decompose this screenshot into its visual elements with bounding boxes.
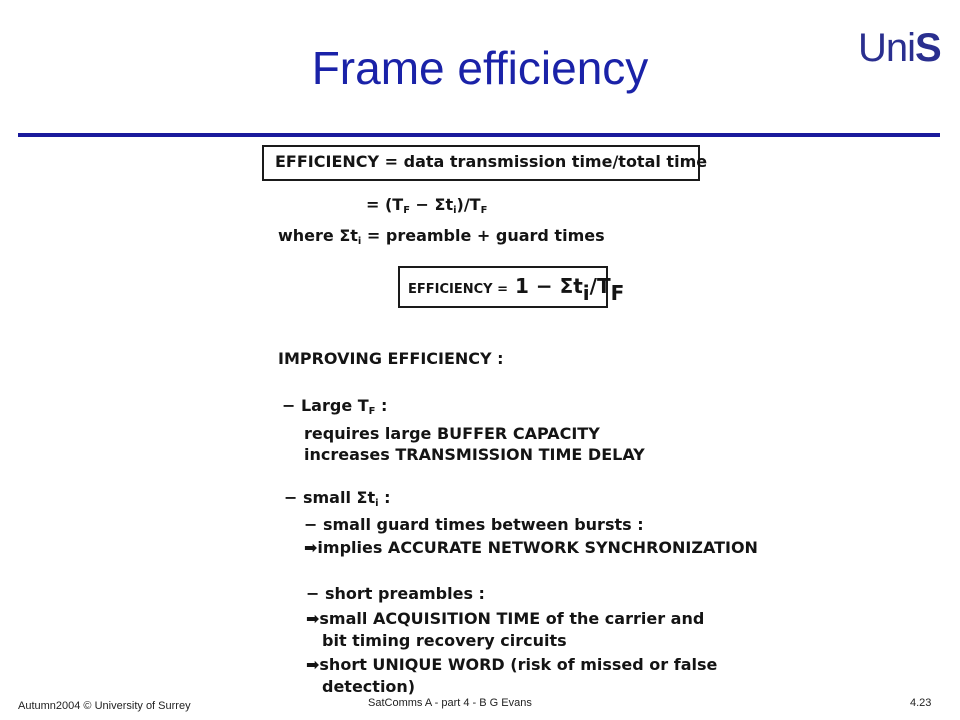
delay-line: increases TRANSMISSION TIME DELAY (304, 445, 645, 464)
footer-slide-number: 4.23 (910, 697, 932, 709)
large-tf-item: − Large $T_F$ : (282, 396, 388, 418)
logo-text: Uni (858, 26, 916, 70)
small-sum-item: − small $\Sigma t_i$ : (284, 488, 391, 510)
guard-times-line: − small guard times between bursts : (304, 515, 644, 534)
acquisition-line-2: bit timing recovery circuits (322, 631, 567, 650)
buffer-line: requires large BUFFER CAPACITY (304, 424, 600, 443)
footer-copyright: Autumn2004 © University of Surrey (18, 700, 191, 712)
logo-accent: S (915, 26, 941, 70)
short-preambles-line: − short preambles : (306, 584, 485, 603)
slide-title: Frame efficiency (311, 42, 649, 94)
synchronization-line: ➡implies ACCURATE NETWORK SYNCHRONIZATION (304, 538, 758, 557)
unique-word-line: ➡short UNIQUE WORD (risk of missed or false (306, 655, 718, 674)
where-clause: where $\Sigma t_i$ = preamble + guard times (278, 226, 605, 248)
efficiency-formula: EFFICIENCY = 1 − Σti/TF (408, 274, 625, 305)
footer-course: SatComms A - part 4 - B G Evans (368, 697, 532, 709)
efficiency-definition: EFFICIENCY = data transmission time/total time (275, 152, 708, 171)
improving-heading: IMPROVING EFFICIENCY : (278, 349, 504, 368)
unique-word-line-2: detection) (322, 677, 416, 696)
scanned-notes (262, 143, 758, 703)
acquisition-line: ➡small ACQUISITION TIME of the carrier and (306, 609, 705, 628)
title-divider (18, 133, 940, 137)
university-logo (858, 26, 942, 70)
efficiency-equation: = $(T_F - \Sigma t_i)/T_F$ (366, 195, 488, 217)
